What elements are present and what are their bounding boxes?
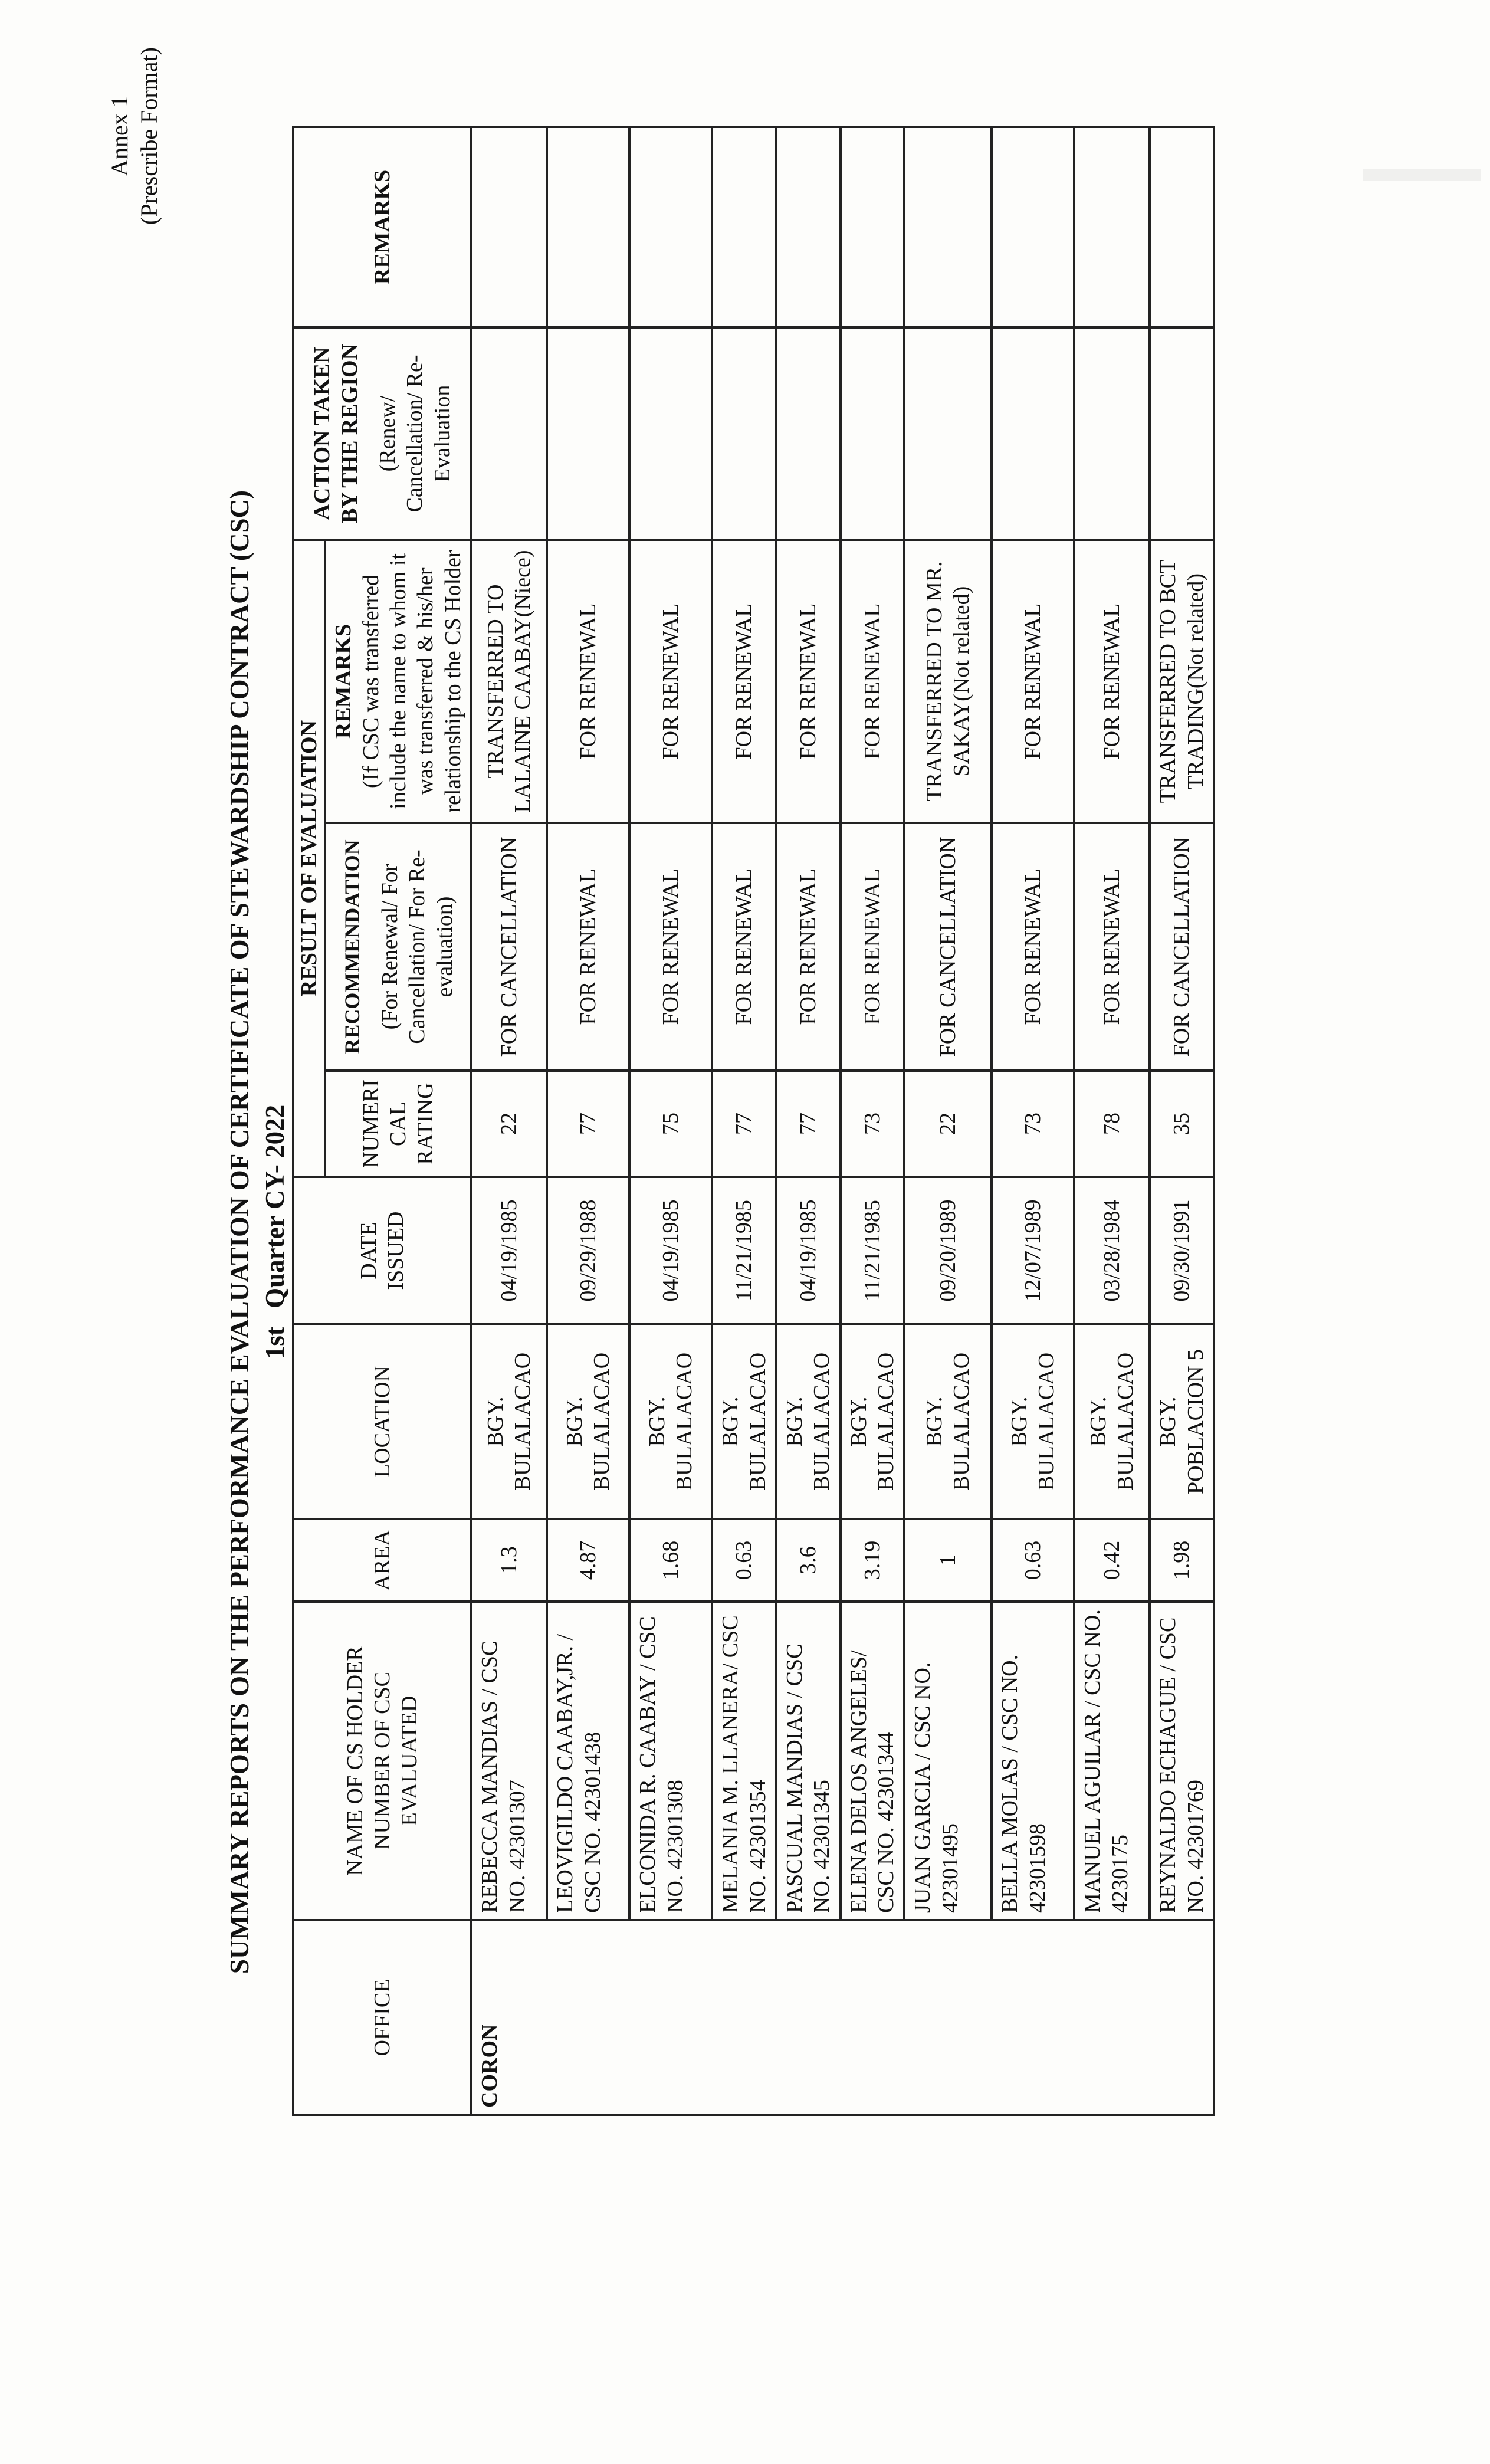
- header-location: LOCATION: [293, 1324, 471, 1519]
- area-cell: 4.87: [547, 1519, 629, 1602]
- location-cell: BGY. BULALACAO: [1074, 1324, 1150, 1519]
- area-cell: 3.19: [841, 1519, 905, 1602]
- recommendation-cell: FOR RENEWAL: [841, 823, 905, 1071]
- remarks-eval-cell: TRANSFERRED TO MR. SAKAY(Not related): [904, 540, 992, 823]
- recommendation-cell: FOR RENEWAL: [547, 823, 629, 1071]
- date-cell: 09/29/1988: [547, 1177, 629, 1324]
- header-remarks-eval-title: REMARKS: [331, 624, 356, 739]
- area-cell: 1.3: [471, 1519, 547, 1602]
- table-row: [904, 127, 992, 2115]
- table-row: [712, 127, 776, 2115]
- header-remarks-eval-sub: (If CSC was transferred include the name to whom it was transferred & his/her relationship to the CS Holder: [358, 550, 465, 813]
- area-cell: 0.63: [712, 1519, 776, 1602]
- action-cell: [1074, 327, 1150, 540]
- remarks-cell: [712, 127, 776, 327]
- quarter-label: Quarter CY- 2022: [260, 1104, 290, 1308]
- header-row-1: [293, 127, 325, 2115]
- rating-cell: 22: [471, 1071, 547, 1177]
- name-cell: MELANIA M. LLANERA/ CSC NO. 42301354: [712, 1602, 776, 1920]
- remarks-cell: [1150, 127, 1214, 327]
- rating-cell: 77: [547, 1071, 629, 1177]
- recommendation-cell: FOR RENEWAL: [629, 823, 712, 1071]
- action-cell: [776, 327, 841, 540]
- name-cell: ELENA DELOS ANGELES/ CSC NO. 42301344: [841, 1602, 905, 1920]
- remarks-eval-cell: FOR RENEWAL: [841, 540, 905, 823]
- table-row: [1074, 127, 1150, 2115]
- date-cell: 09/20/1989: [904, 1177, 992, 1324]
- header-recommendation: [325, 823, 471, 1071]
- remarks-eval-cell: FOR RENEWAL: [547, 540, 629, 823]
- header-recommendation-sub: (For Renewal/ For Cancellation/ For Re-evaluation): [377, 849, 457, 1044]
- location-cell: BGY. BULALACAO: [712, 1324, 776, 1519]
- area-cell: 1.68: [629, 1519, 712, 1602]
- name-cell: MANUEL AGUILAR / CSC NO. 4230175: [1074, 1602, 1150, 1920]
- name-cell: BELLA MOLAS / CSC NO. 42301598: [992, 1602, 1074, 1920]
- table-row: [992, 127, 1074, 2115]
- remarks-cell: [904, 127, 992, 327]
- header-date: DATE ISSUED: [293, 1177, 471, 1324]
- recommendation-cell: FOR RENEWAL: [992, 823, 1074, 1071]
- annex-label: [105, 47, 164, 225]
- table-row: [471, 127, 547, 2115]
- rating-cell: 73: [992, 1071, 1074, 1177]
- annex-line-1: Annex 1: [106, 96, 133, 176]
- area-cell: 1.98: [1150, 1519, 1214, 1602]
- remarks-eval-cell: TRANSFERRED TO BCT TRADING(Not related): [1150, 540, 1214, 823]
- date-cell: 04/19/1985: [629, 1177, 712, 1324]
- recommendation-cell: FOR RENEWAL: [712, 823, 776, 1071]
- header-office: OFFICE: [293, 1920, 471, 2115]
- recommendation-cell: FOR RENEWAL: [776, 823, 841, 1071]
- name-cell: PASCUAL MANDIAS / CSC NO. 42301345: [776, 1602, 841, 1920]
- area-cell: 3.6: [776, 1519, 841, 1602]
- location-cell: BGY. BULALACAO: [776, 1324, 841, 1519]
- header-action-title: ACTION TAKEN BY THE REGION: [310, 343, 362, 524]
- scan-artifact: [1363, 169, 1481, 181]
- action-cell: [712, 327, 776, 540]
- location-cell: BGY. BULALACAO: [629, 1324, 712, 1519]
- remarks-cell: [629, 127, 712, 327]
- remarks-eval-cell: TRANSFERRED TO LALAINE CAABAY(Niece): [471, 540, 547, 823]
- header-area: AREA: [293, 1519, 471, 1602]
- annex-line-2: (Prescribe Format): [136, 47, 162, 225]
- recommendation-cell: FOR CANCELLATION: [904, 823, 992, 1071]
- date-cell: 12/07/1989: [992, 1177, 1074, 1324]
- area-cell: 0.63: [992, 1519, 1074, 1602]
- header-remarks-eval: [325, 540, 471, 823]
- report-title: SUMMARY REPORTS ON THE PERFORMANCE EVALUATION OF CERTIFICATE OF STEWARDSHIP CONTRACT (CSC): [225, 490, 254, 1974]
- action-cell: [547, 327, 629, 540]
- table-row: [547, 127, 629, 2115]
- action-cell: [904, 327, 992, 540]
- location-cell: BGY. BULALACAO: [471, 1324, 547, 1519]
- date-cell: 11/21/1985: [712, 1177, 776, 1324]
- date-cell: 04/19/1985: [471, 1177, 547, 1324]
- location-cell: BGY. BULALACAO: [904, 1324, 992, 1519]
- recommendation-cell: FOR CANCELLATION: [1150, 823, 1214, 1071]
- location-cell: BGY. BULALACAO: [841, 1324, 905, 1519]
- date-cell: 11/21/1985: [841, 1177, 905, 1324]
- header-name: NAME OF CS HOLDER NUMBER OF CSC EVALUATED: [293, 1602, 471, 1920]
- rating-cell: 73: [841, 1071, 905, 1177]
- table-row: [1150, 127, 1214, 2115]
- rating-cell: 77: [776, 1071, 841, 1177]
- action-cell: [629, 327, 712, 540]
- header-result: RESULT OF EVALUATION: [293, 540, 325, 1177]
- rating-cell: 75: [629, 1071, 712, 1177]
- remarks-eval-cell: FOR RENEWAL: [1074, 540, 1150, 823]
- rating-cell: 78: [1074, 1071, 1150, 1177]
- action-cell: [471, 327, 547, 540]
- office-cell: CORON: [471, 1920, 1214, 2115]
- name-cell: REYNALDO ECHAGUE / CSC NO. 42301769: [1150, 1602, 1214, 1920]
- location-cell: BGY. POBLACION 5: [1150, 1324, 1214, 1519]
- quarter-prefix: 1st: [260, 1327, 290, 1360]
- remarks-cell: [776, 127, 841, 327]
- location-cell: BGY. BULALACAO: [547, 1324, 629, 1519]
- header-action-sub: (Renew/ Cancellation/ Re-Evaluation: [375, 355, 455, 513]
- recommendation-cell: FOR CANCELLATION: [471, 823, 547, 1071]
- remarks-cell: [992, 127, 1074, 327]
- location-cell: BGY. BULALACAO: [992, 1324, 1074, 1519]
- name-cell: REBECCA MANDIAS / CSC NO. 42301307: [471, 1602, 547, 1920]
- header-action: [293, 327, 471, 540]
- area-cell: 1: [904, 1519, 992, 1602]
- table-row: [629, 127, 712, 2115]
- table-row: [776, 127, 841, 2115]
- rating-cell: 35: [1150, 1071, 1214, 1177]
- table-row: [841, 127, 905, 2115]
- remarks-cell: [547, 127, 629, 327]
- rating-cell: 22: [904, 1071, 992, 1177]
- date-cell: 03/28/1984: [1074, 1177, 1150, 1324]
- remarks-eval-cell: FOR RENEWAL: [712, 540, 776, 823]
- action-cell: [992, 327, 1074, 540]
- date-cell: 04/19/1985: [776, 1177, 841, 1324]
- name-cell: LEOVIGILDO CAABAY,JR. / CSC NO. 42301438: [547, 1602, 629, 1920]
- header-remarks: REMARKS: [293, 127, 471, 327]
- remarks-cell: [1074, 127, 1150, 327]
- header-rating: NUMERI CAL RATING: [325, 1071, 471, 1177]
- table-body: [471, 127, 1214, 2115]
- action-cell: [1150, 327, 1214, 540]
- remarks-eval-cell: FOR RENEWAL: [992, 540, 1074, 823]
- date-cell: 09/30/1991: [1150, 1177, 1214, 1324]
- name-cell: ELCONIDA R. CAABAY / CSC NO. 42301308: [629, 1602, 712, 1920]
- remarks-cell: [841, 127, 905, 327]
- evaluation-table: [292, 126, 1215, 2116]
- area-cell: 0.42: [1074, 1519, 1150, 1602]
- header-recommendation-title: RECOMMENDATION: [340, 839, 364, 1054]
- remarks-eval-cell: FOR RENEWAL: [629, 540, 712, 823]
- action-cell: [841, 327, 905, 540]
- rating-cell: 77: [712, 1071, 776, 1177]
- remarks-cell: [471, 127, 547, 327]
- report-quarter: [260, 0, 290, 2464]
- name-cell: JUAN GARCIA / CSC NO. 42301495: [904, 1602, 992, 1920]
- recommendation-cell: FOR RENEWAL: [1074, 823, 1150, 1071]
- remarks-eval-cell: FOR RENEWAL: [776, 540, 841, 823]
